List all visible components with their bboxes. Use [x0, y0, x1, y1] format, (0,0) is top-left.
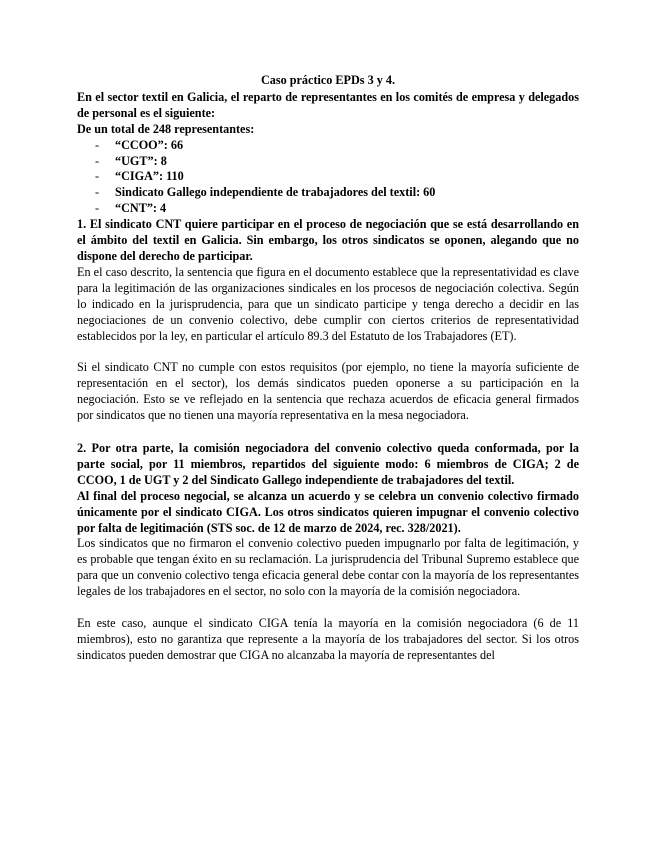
list-item-label: “CCOO”: 66	[115, 137, 184, 152]
paragraph-gap	[77, 344, 579, 360]
list-item-label: “CIGA”: 110	[115, 169, 184, 184]
list-item	[95, 185, 579, 201]
answer-2-paragraph-2: En este caso, aunque el sindicato CIGA tenía la mayoría en la comisión negociadora (6 de 11 miembros), esto no garantiza que represente a la mayoría de los trabajadores del sector. Si los otros sindicatos pueden demostrar que CIGA no alcanzaba la mayoría de representantes del	[77, 616, 579, 662]
dash-bullet: -	[95, 185, 100, 200]
dash-bullet: -	[95, 153, 100, 168]
answer-1-paragraph-1: En el caso descrito, la sentencia que figura en el documento establece que la representatividad es clave para la legitimación de las organizaciones sindicales en los procesos de negociación colectiva. Según lo indicado en la jurisprudencia, para que un sindicato participe y tenga derecho a decidir en las negociaciones de un convenio colectivo, debe cumplir con ciertos criterios de representatividad establecidos por la ley, en particular el artículo 89.3 del Estatuto de los Trabajadores (ET).	[77, 264, 579, 343]
paragraph-gap	[77, 600, 579, 616]
document-title: Caso práctico EPDs 3 y 4.	[260, 73, 396, 87]
dash-bullet: -	[95, 201, 100, 216]
answer-1-paragraph-2: Si el sindicato CNT no cumple con estos requisitos (por ejemplo, no tiene la mayoría suficiente de representación en el sector), los demás sindicatos pueden oponerse a su participación en la negociación. Esto se ve reflejado en la sentencia que rechaza acuerdos de eficacia general firmados por sindicatos que no tienen una mayoría representativa en la mesa negociadora.	[77, 360, 579, 423]
dash-bullet: -	[95, 137, 100, 152]
paragraph-gap	[77, 424, 579, 441]
intro-text: En el sector textil en Galicia, el reparto de representantes en los comités de empresa y delegados de personal es el siguiente:	[77, 89, 579, 120]
list-item-label: Sindicato Gallego independiente de trabajadores del textil: 60	[115, 185, 436, 200]
list-item	[95, 154, 579, 170]
list-item-label: “UGT”: 8	[115, 153, 167, 168]
answer-2-paragraph-1: Los sindicatos que no firmaron el convenio colectivo pueden impugnarlo por falta de legitimación, y es probable que tengan éxito en su reclamación. La jurisprudencia del Tribunal Supremo establece que para que un convenio colectivo tenga eficacia general debe contar con la mayoría de los representantes legales de los trabajadores en el sector, no solo con la mayoría de la comisión negociadora.	[77, 536, 579, 599]
representatives-list	[77, 138, 579, 218]
question-2-part-2: Al final del proceso negocial, se alcanza un acuerdo y se celebra un convenio colectivo firmado únicamente por el sindicato CIGA. Los otros sindicatos quieren impugnar el convenio colectivo por falta de legitimación (STS soc. de 12 de marzo de 2024, rec. 328/2021).	[77, 488, 579, 535]
list-item-label: “CNT”: 4	[115, 201, 167, 216]
question-1: 1. El sindicato CNT quiere participar en el proceso de negociación que se está desarrollando en el ámbito del textil en Galicia. Sin embargo, los otros sindicatos se oponen, alegando que no dispone del derecho de participar.	[77, 217, 579, 263]
list-item	[95, 201, 579, 217]
list-item	[95, 138, 579, 154]
total-representatives: De un total de 248 representantes:	[77, 121, 255, 136]
dash-bullet: -	[95, 169, 100, 184]
list-item	[95, 169, 579, 185]
question-2-part-1: 2. Por otra parte, la comisión negociadora del convenio colectivo queda conformada, por la parte social, por 11 miembros, repartidos del siguiente modo: 6 miembros de CIGA; 2 de CCOO, 1 de UGT y 2 del Sindicato Gallego independiente de trabajadores del textil.	[77, 441, 579, 487]
